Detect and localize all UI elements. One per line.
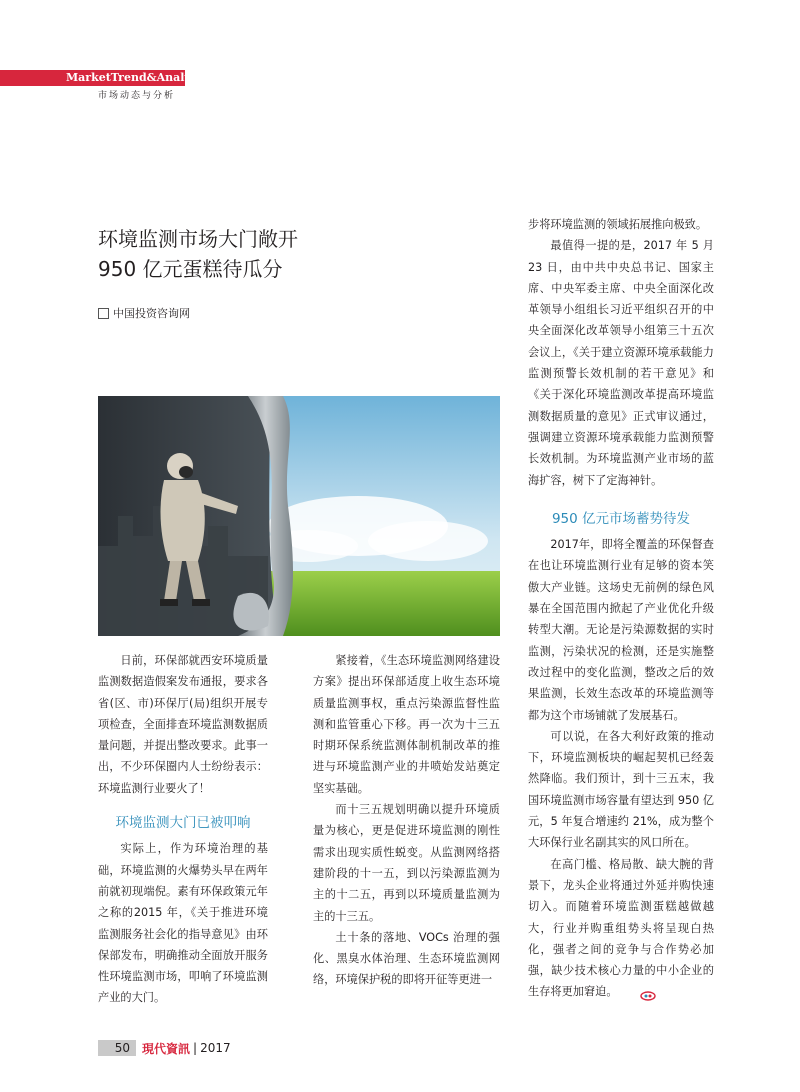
source-label: 中国投资咨询网: [113, 307, 190, 320]
paragraph: 可以说，在各大利好政策的推动下，环境监测板块的崛起契机已经轰然降临。我们预计，到十三五末，我国环境监测市场容量有望达到 950 亿元，5 年复合增速约 21%，成为整个大环保行业名副其实的风口所在。: [528, 729, 714, 850]
article-source: [98, 305, 190, 321]
column-2: [313, 650, 500, 991]
magazine-name: 現代資訊: [142, 1041, 191, 1056]
page-number: 50: [98, 1040, 136, 1056]
paragraph: 紧接着，《生态环境监测网络建设方案》提出环保部适度上收生态环境质量监测事权，重点污染源监督性监测和监管重心下移。再一次为十三五时期环保系统监测体制机制改革的推进与环境监测产业的井喷始发站奠定坚实基础。: [313, 654, 500, 795]
article-photo: [98, 396, 500, 636]
paragraph: 而十三五规划明确以提升环境质量为核心，更是促进环境监测的刚性需求出现实质性蜕变。从监测网络搭建阶段的十一五，到以污染源监测为主的十二五，再到以环境质量监测为主的十三五。: [313, 803, 500, 923]
article-title-line1: 环境监测市场大门敞开: [98, 227, 298, 251]
section-heading: 环境监测大门已被叩响: [115, 815, 251, 832]
section-heading: 950 亿元市场蓄势待发: [551, 510, 691, 527]
source-box-icon: [98, 308, 109, 319]
paragraph-last: [528, 854, 714, 1003]
paragraph: 最值得一提的是，2017 年 5 月23 日，由中共中央总书记、国家主席、中央军委主席、中央全面深化改革领导小组组长习近平组织召开的中央全面深化改革领导小组第三十五次会议上，《关于建立资源环境承载能力监测预警长效机制的若干意见》和《关于深化环境监测改革提高环境监测数据质量的意见》正式审议通过，强调建立资源环境承载能力监测预警长效机制。为环境监测产业市场的蓝海扩容，树下了定海神针。: [528, 239, 714, 487]
page-footer: [98, 1040, 231, 1056]
column-3: [528, 214, 714, 1003]
issue-year: 2017: [200, 1041, 231, 1055]
section-title-en: MarketTrend&Analysis: [66, 71, 208, 84]
end-mark-icon: [618, 987, 634, 997]
article-title-line2: 950 亿元蛋糕待瓜分: [98, 257, 283, 281]
paragraph: 2017年，即将全覆盖的环保督查在也让环境监测行业有足够的资本笑傲大产业链。这场史无前例的绿色风暴在全国范围内掀起了产业优化升级转型大潮。无论是污染源数据的实时监测，污染状况的检测，还是实施整改过程中的变化监测，整改之后的效果监测，长效生态改革的环境监测等都为这个市场铺就了发展基石。: [528, 538, 714, 722]
paragraph: 步将环境监测的领域拓展推向极致。: [528, 218, 708, 231]
section-title-cn: 市场动态与分析: [98, 91, 176, 101]
paragraph-text: 在高门槛、格局散、缺大腕的背景下，龙头企业将通过外延并购快速切入。而随着环境监测蛋糕越做越大，行业并购重组势头将呈现白热化，强者之间的竞争与合作势必加强，缺少技术核心力量的中小企业的生存将更加窘迫。: [528, 857, 714, 999]
paragraph: 土十条的落地、VOCs 治理的强化、黑臭水体治理、生态环境监测网络，环境保护税的即将开征等更进一: [313, 930, 500, 987]
paragraph: 日前，环保部就西安环境质量监测数据造假案发布通报，要求各省(区、市)环保厅(局)组织开展专项检查，全面排查环境监测数据质量问题，并提出整改要求。此事一出，不少环保圈内人士纷纷表示：环境监测行业要火了！: [98, 654, 268, 795]
article-title: [98, 224, 298, 284]
footer-separator: |: [193, 1041, 198, 1055]
paragraph: 实际上，作为环境治理的基础，环境监测的火爆势头早在两年前就初现端倪。素有环保政策元年之称的2015 年，《关于推进环境监测服务社会化的指导意见》由环保部发布，明确推动全面放开服务性环境监测市场，叩响了环境监测产业的大门。: [98, 842, 268, 1005]
column-1: [98, 650, 268, 1009]
